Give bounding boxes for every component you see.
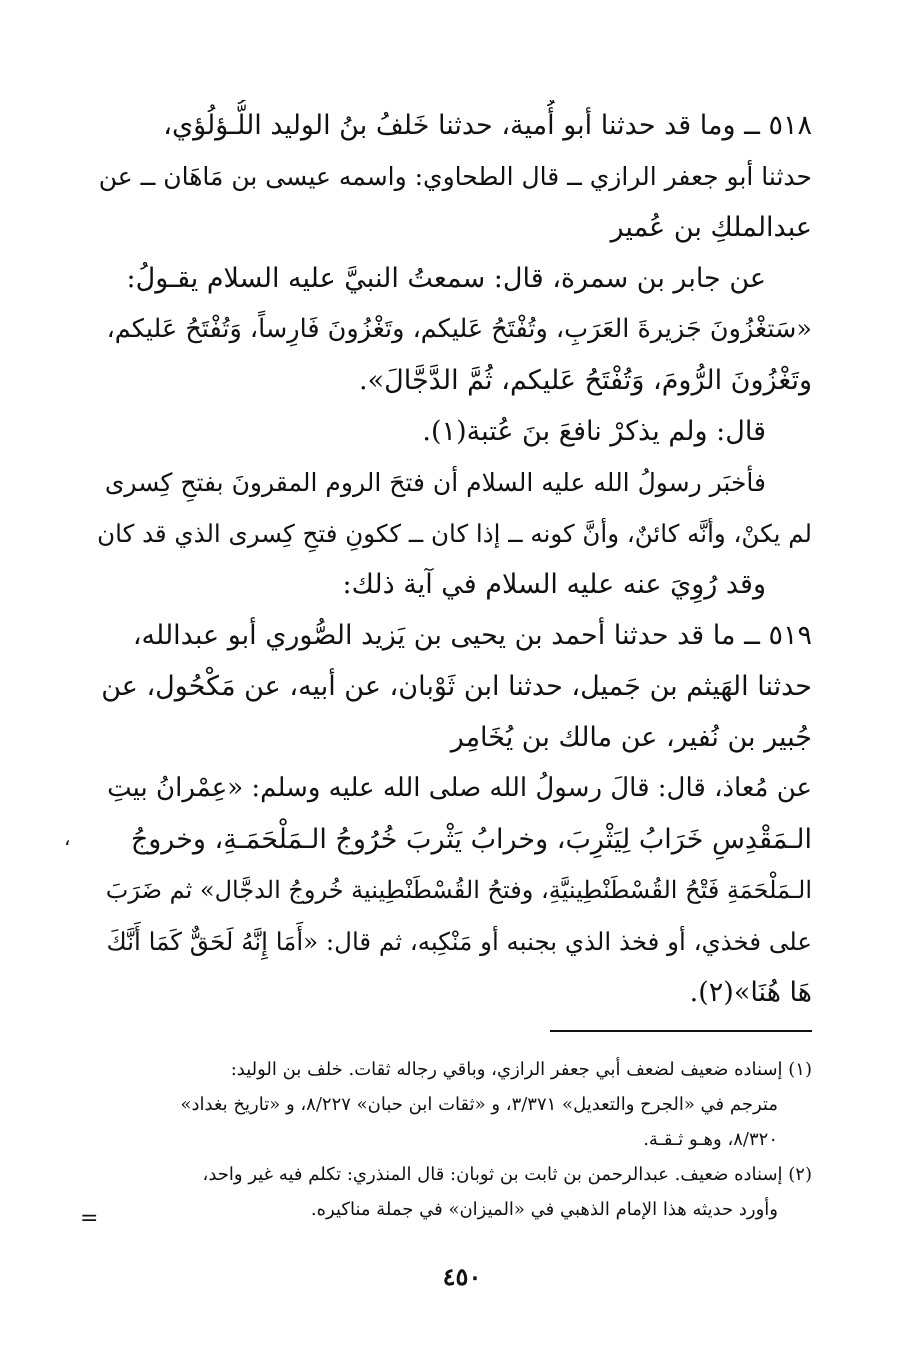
text-line: ٥١٩ ــ ما قد حدثنا أحمد بن يحيى بن يَزيد الصُّوري أبو عبدالله، <box>132 620 812 651</box>
text-line: عبدالملكِ بن عُمير <box>610 212 812 243</box>
text-line: عن جابر بن سمرة، قال: سمعتُ النبيَّ عليه السلام يقـولُ: <box>126 263 766 294</box>
text-line: الـمَلْحَمَةِ فَتْحُ القُسْطَنْطِينيَّةِ، وفتحُ القُسْطَنْطِينية خُروجُ الدجَّال» ثم ضَرَبَ <box>105 876 812 904</box>
footnote-separator <box>550 1030 812 1032</box>
footnote-line: (٢) إسناده ضعيف. عبدالرحمن بن ثابت بن ثوبان: قال المنذري: تكلم فيه غير واحد، <box>202 1164 812 1185</box>
footnote-line: ٨/٣٢٠، وهـو ثـقـة. <box>643 1129 778 1150</box>
text-line: على فخذي، أو فخذ الذي بجنبه أو مَنْكِبه، ثم قال: «أَمَا إِنَّهُ لَحَقٌّ كَمَا أَنَّكَ <box>106 927 812 956</box>
text-line: قال: ولم يذكرْ نافعَ بنَ عُتبة(١). <box>422 416 766 447</box>
text-line: فأخبَر رسولُ الله عليه السلام أن فتحَ الروم المقرونَ بفتحِ كِسرى <box>104 468 766 497</box>
text-line: حدثنا أبو جعفر الرازي ــ قال الطحاوي: واسمه عيسى بن مَاهَان ــ عن <box>98 162 812 191</box>
margin-comma-mark: ، <box>64 826 71 850</box>
margin-equals-mark: = <box>80 1206 99 1231</box>
footnote-line: مترجم في «الجرح والتعديل» ٣/٣٧١، و «ثقات ابن حبان» ٨/٢٢٧، و «تاريخ بغداد» <box>180 1094 778 1115</box>
text-line: وقد رُوِيَ عنه عليه السلام في آية ذلك: <box>342 569 766 600</box>
text-line: ٥١٨ ــ وما قد حدثنا أبو أُمية، حدثنا خَلفُ بنُ الوليد اللُّـؤلُؤي، <box>163 110 812 141</box>
footnotes <box>100 1052 812 1227</box>
text-line: وتَغْزُونَ الرُّومَ، وَتُفْتَحُ عَليكم، ثُمَّ الدَّجَّالَ». <box>359 365 812 396</box>
text-line: هَا هُنَا»(٢). <box>689 977 812 1008</box>
footnote-line: (١) إسناده ضعيف لضعف أبي جعفر الرازي، وباقي رجاله ثقات. خلف بن الوليد: <box>230 1059 812 1080</box>
footnote-line: وأورد حديثه هذا الإمام الذهبي في «الميزان» في جملة مناكيره. <box>310 1199 778 1220</box>
page-number: ٤٥٠ <box>442 1262 482 1291</box>
text-line: عن مُعاذ، قال: قالَ رسولُ الله صلى الله عليه وسلم: «عِمْرانُ بيتِ <box>107 773 812 803</box>
text-line: حدثنا الهَيثم بن جَميل، حدثنا ابن ثَوْبان، عن أبيه، عن مَكْحُول، عن <box>101 671 812 702</box>
text-line: جُبير بن نُفير، عن مالك بن يُخَامِر <box>450 722 812 753</box>
text-line: «سَتغْزُونَ جَزيرةَ العَرَبِ، وتُفْتَحُ عَليكم، وتَغْزُونَ فَارِساً، وَتُفْتَحُ عَليكم، <box>106 314 812 344</box>
main-text <box>96 100 812 1018</box>
text-line: الـمَقْدِسِ خَرَابُ لِيَثْرِبَ، وخرابُ يَثْربَ خُرُوجُ الـمَلْحَمَـةِ، وخروجُ <box>130 824 812 855</box>
text-line: لم يكنْ، وأنَّه كائنٌ، وأنَّ كونه ــ إذا كان ــ ككونِ فتحِ كِسرى الذي قد كان <box>97 519 812 548</box>
